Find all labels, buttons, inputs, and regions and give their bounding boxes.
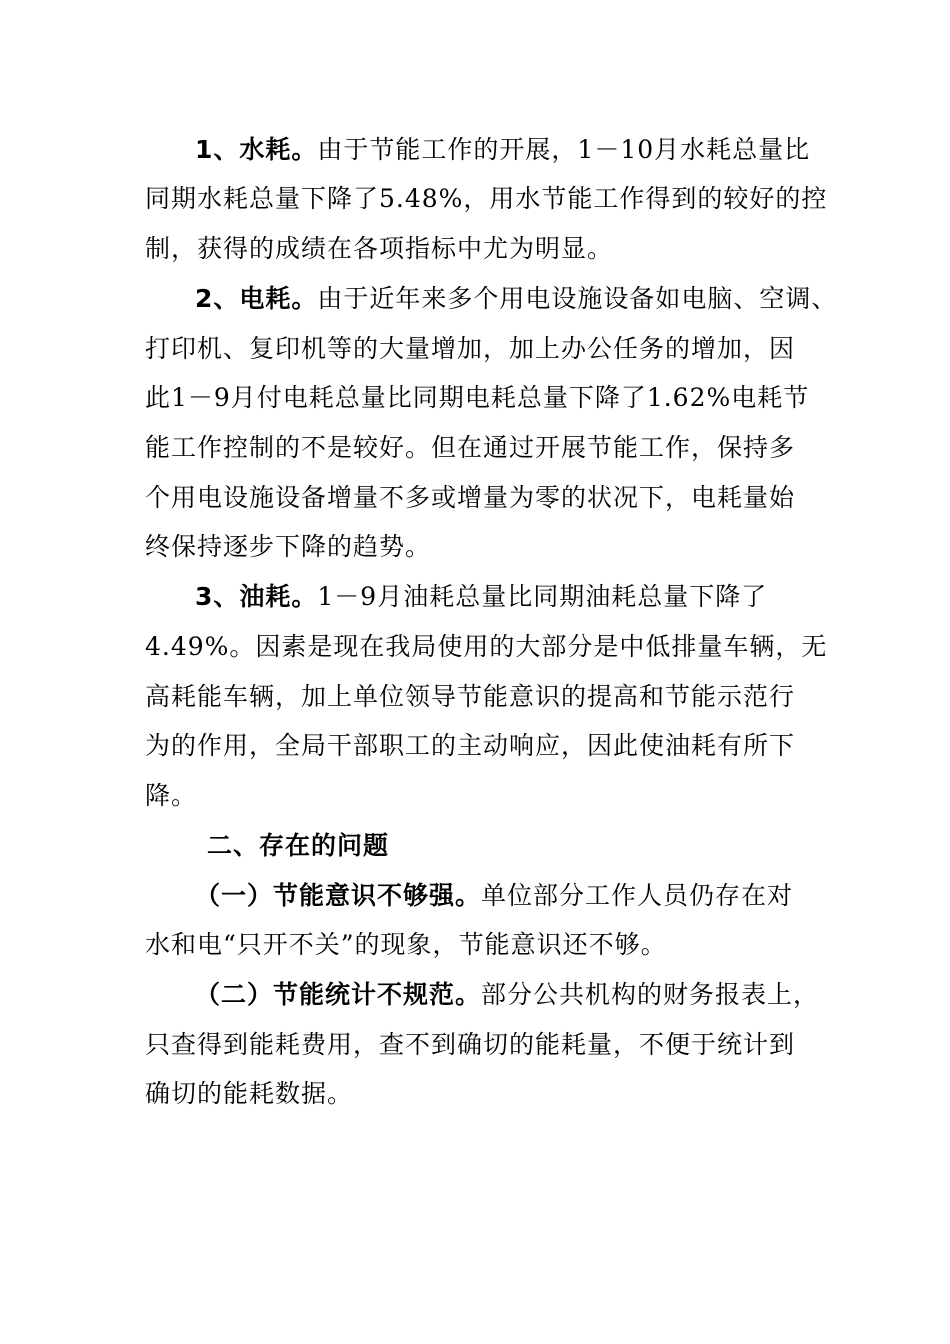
problem-statistics-line-1 — [195, 978, 819, 1012]
paragraph-electricity-line-5: 个用电设施设备增量不多或增量为零的状况下，电耗量始 — [145, 483, 796, 512]
paragraph-electricity-line-1 — [195, 282, 837, 316]
paragraph-water-lead: 1、水耗。 — [195, 135, 318, 164]
paragraph-oil-line-1 — [195, 580, 767, 614]
paragraph-oil-text: 1－9月油耗总量比同期油耗总量下降了 — [317, 582, 768, 611]
paragraph-water-line-3: 制，获得的成绩在各项指标中尤为明显。 — [145, 234, 614, 263]
problem-statistics-line-2: 只查得到能耗费用，查不到确切的能耗量，不便于统计到 — [145, 1030, 796, 1059]
paragraph-water-line-2: 同期水耗总量下降了5.48%，用水节能工作得到的较好的控 — [145, 184, 828, 213]
paragraph-oil-line-4: 为的作用，全局干部职工的主动响应，因此使油耗有所下 — [145, 731, 796, 760]
paragraph-water-text: 由于节能工作的开展，1－10月水耗总量比 — [317, 135, 811, 164]
section-heading: 二、存在的问题 — [207, 831, 390, 860]
problem-statistics-text: 部分公共机构的财务报表上， — [481, 980, 820, 1009]
paragraph-oil-line-2: 4.49%。因素是现在我局使用的大部分是中低排量车辆，无 — [145, 632, 828, 661]
paragraph-oil-line-3: 高耗能车辆，加上单位领导节能意识的提高和节能示范行 — [145, 682, 796, 711]
problem-awareness-line-1 — [195, 879, 793, 913]
paragraph-electricity-lead: 2、电耗。 — [195, 284, 318, 313]
problem-statistics-line-3: 确切的能耗数据。 — [145, 1079, 354, 1108]
problem-awareness-lead: （一）节能意识不够强。 — [195, 881, 482, 910]
paragraph-electricity-text: 由于近年来多个用电设施设备如电脑、空调、 — [317, 284, 838, 313]
paragraph-electricity-line-2: 打印机、复印机等的大量增加，加上办公任务的增加，因 — [145, 334, 796, 363]
problem-statistics-lead: （二）节能统计不规范。 — [195, 980, 482, 1009]
paragraph-electricity-line-4: 能工作控制的不是较好。但在通过开展节能工作，保持多 — [145, 433, 796, 462]
paragraph-oil-lead: 3、油耗。 — [195, 582, 318, 611]
paragraph-oil-line-5: 降。 — [145, 781, 198, 810]
problem-awareness-line-2: 水和电“只开不关”的现象，节能意识还不够。 — [145, 930, 667, 959]
paragraph-water-line-1 — [195, 133, 810, 167]
problem-awareness-text: 单位部分工作人员仍存在对 — [481, 881, 794, 910]
paragraph-electricity-line-3: 此1－9月付电耗总量比同期电耗总量下降了1.62%电耗节 — [145, 383, 810, 412]
paragraph-electricity-line-6: 终保持逐步下降的趋势。 — [145, 532, 432, 561]
